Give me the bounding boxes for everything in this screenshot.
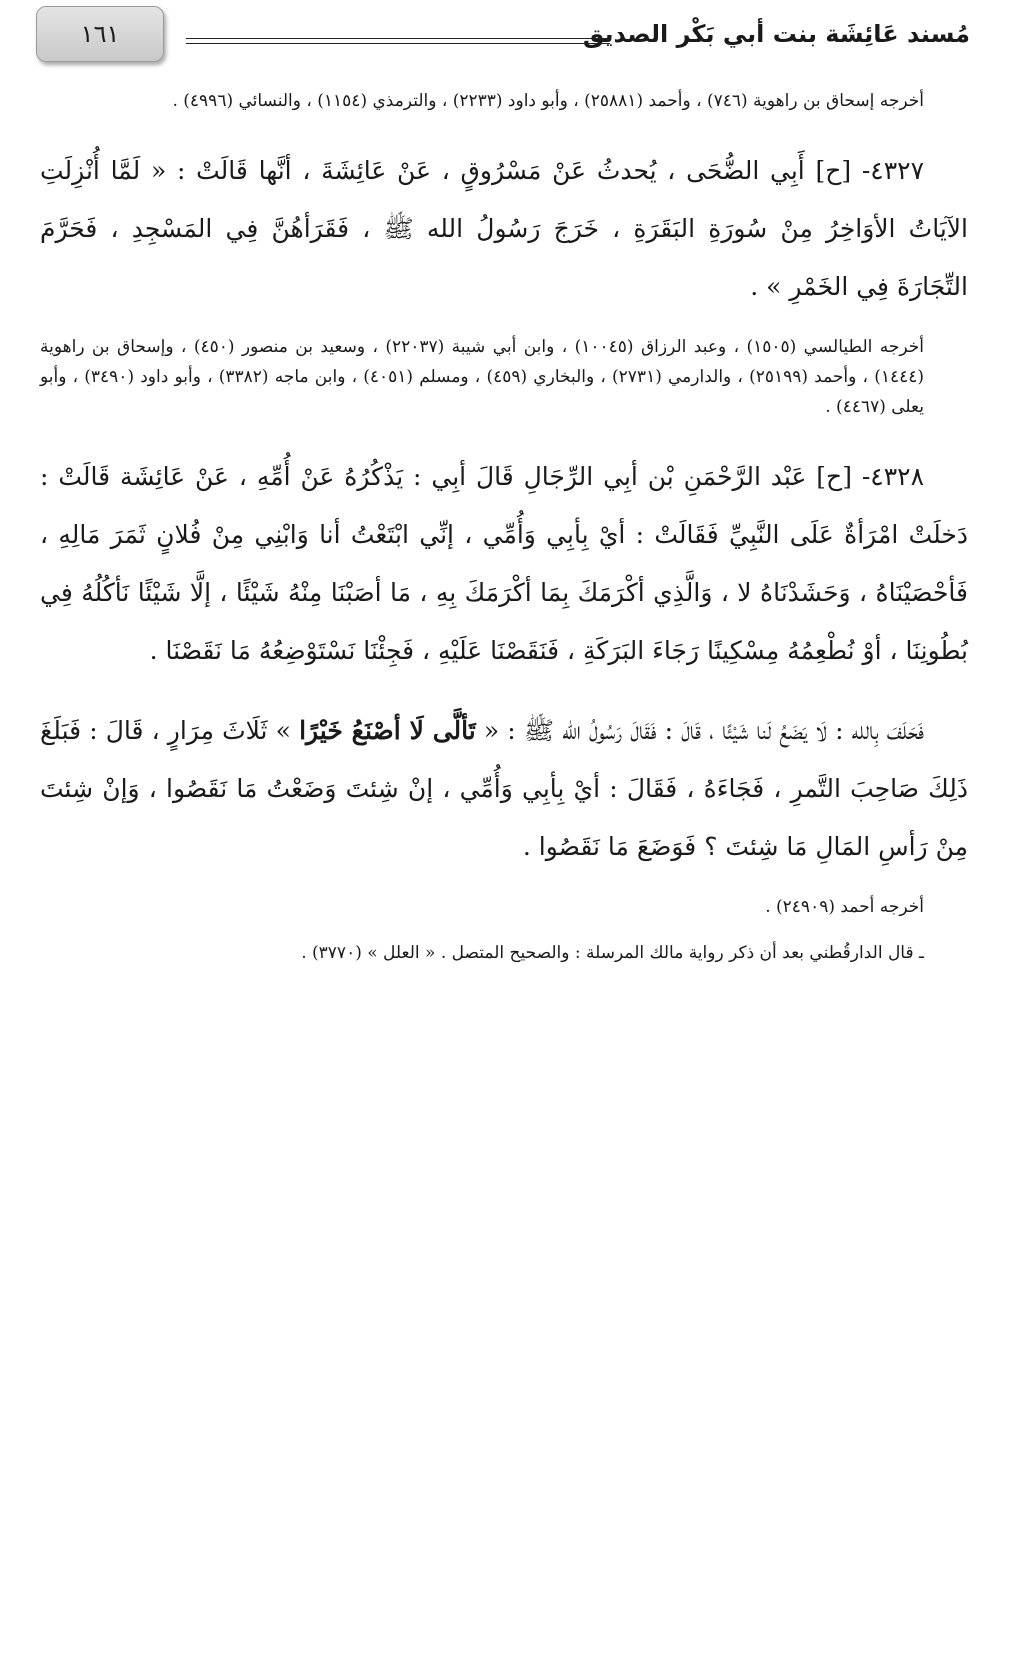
page-header <box>36 6 970 62</box>
hadith-text: » ثَلَاثَ مِرَارٍ ، قَالَ : فَبَلَغَ ذَلِكَ صَاحِبَ التَّمرِ ، فَجَاءَهُ ، فَقَالَ : أيْ بِأبِي وَأُمِّي ، إنْ شِئتَ وَضَعْتُ مَا نَقَصُوا ، وَإنْ شِئتَ مِنْ رَأسِ المَالِ مَا شِئتَ ؟ فَوَضَعَ مَا نَقَصُوا . <box>40 716 968 861</box>
hadith-text: فَحَلَفَ بِالله : لَا يَضَعُ لَنا شَيْئًا ، قَالَ : فَقَالَ رَسُولُ الله ﷺ : « <box>483 716 924 745</box>
hadith-text: أَبِي الضُّحَى ، يُحدثُ عَنْ مَسْرُوقٍ ، عَنْ عَائِشَةَ ، أنَّها قَالَتْ : « لَمَّا أُنْزِلَتِ الآيَاتُ الأوَاخِرُ مِنْ سُورَةِ البَقَرَةِ ، خَرَجَ رَسُولُ الله ﷺ ، فَقَرَأهُنَّ فِي المَسْجِدِ ، فَحَرَّمَ التِّجَارَةَ فِي الخَمْرِ » . <box>40 156 968 301</box>
takhrij-4327: أخرجه الطيالسي (١٥٠٥) ، وعبد الرزاق (١٠٠٤٥) ، وابن أبي شيبة (٢٢٠٣٧) ، وسعيد بن منصور (٤٥٠) ، وإسحاق بن راهوية (١٤٤٤) ، وأحمد (٢٥١٩٩) ، والدارمي (٢٧٣١) ، والبخاري (٤٥٩) ، ومسلم (٤٠٥١) ، وابن ماجه (٣٣٨٢) ، وأبو داود (٣٤٩٠) ، وأبو يعلى (٤٤٦٧) . <box>40 337 924 417</box>
hadith-4328 <box>40 448 968 680</box>
illal-note: ـ قال الدارقُطني بعد أن ذكر رواية مالك المرسلة : والصحيح المتصل . « العلل » (٣٧٧٠) . <box>301 943 924 963</box>
page-number: ١٦١ <box>36 6 164 62</box>
running-title: مُسند عَائِشَة بنت أبي بَكْر الصديق <box>582 20 970 48</box>
hadith-4328-continuation <box>40 702 968 876</box>
takhrij-previous: أخرجه إسحاق بن راهوية (٧٤٦) ، وأحمد (٢٥٨٨١) ، وأبو داود (٢٢٣٣) ، والترمذي (١١٥٤) ، والنسائي (٤٩٩٦) . <box>172 91 924 111</box>
hadith-4327 <box>40 142 968 316</box>
prophet-statement: تَألَّى لَا أصْنَعُ خَيْرًا <box>299 716 476 745</box>
hadith-number: ٤٣٢٧- [ح] <box>815 156 924 185</box>
takhrij-4328: أخرجه أحمد (٢٤٩٠٩) . <box>765 897 924 917</box>
hadith-number: ٤٣٢٨- [ح] <box>816 462 924 491</box>
hadith-text: عَبْد الرَّحْمَنِ بْن أبِي الرِّجَالِ قَالَ أبِي : يَذْكُرُهُ عَنْ أُمِّهِ ، عَنْ عَائِشَة قَالَتْ : دَخلَتْ امْرَأةٌ عَلَى النَّبِيِّ فَقَالَتْ : أيْ بِأبِي وَأُمِّي ، إنِّي ابْتَعْتُ أنا وَابْنِي مِنْ فُلانٍ ثَمَرَ مَالِهِ ، فَأحْصَيْنَاهُ ، وَحَشَدْنَاهُ لا ، وَالَّذِي أكْرَمَكَ بِمَا أكْرَمَكَ بِهِ ، مَا أصَبْنَا مِنْهُ شَيْئًا ، إلَّا شَيْئًا نَأكُلُهُ فِي بُطُونِنَا ، أوْ نُطْعِمُهُ مِسْكِينًا رَجَاءَ البَرَكَةِ ، فَنَقَصْنَا عَلَيْهِ ، فَجِئْنَا نَسْتَوْضِعُهُ مَا نَقَصْنَا . <box>40 462 968 665</box>
header-rule <box>186 38 610 44</box>
page-content <box>40 86 968 968</box>
